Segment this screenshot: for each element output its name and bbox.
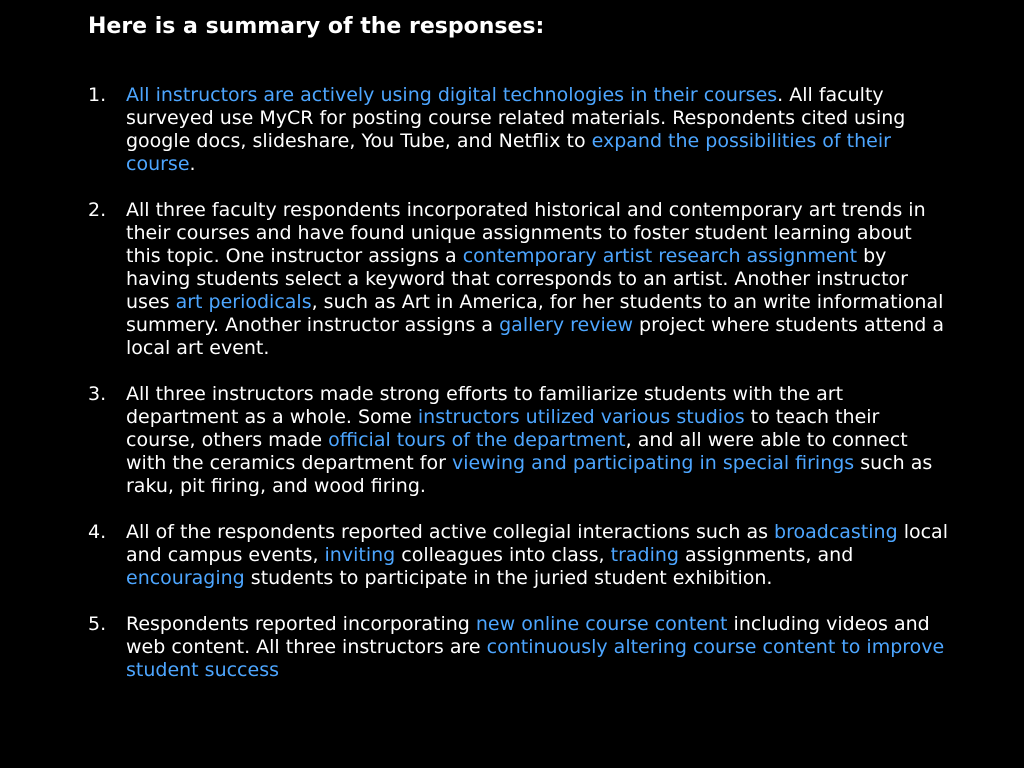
item-text: All three instructors made strong efforts to familiarize students with the art department as a whole. Some xyxy=(126,383,844,428)
item-text: including videos and web content. All three instructors are xyxy=(126,613,930,658)
item-text: All three faculty respondents incorporated historical and contemporary art trends in their courses and have found unique assignments to foster student learning about this topic. One instructor assigns a xyxy=(126,199,926,267)
response-item xyxy=(88,199,948,360)
highlighted-phrase: encouraging xyxy=(126,567,245,589)
item-number: 1. xyxy=(88,84,107,106)
highlighted-phrase: trading xyxy=(610,544,679,566)
highlighted-phrase: expand the possibilities of their course xyxy=(126,130,891,175)
response-item xyxy=(88,613,948,682)
item-text: . All faculty surveyed use MyCR for posting course related materials. Respondents cited using google docs, slideshare, You Tube, and Netflix to xyxy=(126,84,906,152)
item-number: 3. xyxy=(88,383,107,405)
response-item xyxy=(88,383,948,498)
item-number: 4. xyxy=(88,521,107,543)
item-text: , such as Art in America, for her students to an write informational summery. Another instructor assigns a xyxy=(126,291,944,336)
response-item xyxy=(88,521,948,590)
highlighted-phrase: inviting xyxy=(324,544,396,566)
highlighted-phrase: art periodicals xyxy=(175,291,312,313)
item-text: project where students attend a local art event. xyxy=(126,314,945,359)
item-text: , and all were able to connect with the ceramics department for xyxy=(126,429,908,474)
highlighted-phrase: new online course content xyxy=(475,613,728,635)
highlighted-phrase: contemporary artist research assignment xyxy=(462,245,858,267)
item-text: colleagues into class, xyxy=(395,544,611,566)
highlighted-phrase: continuously altering course content to improve student success xyxy=(126,636,945,681)
response-item xyxy=(88,84,948,176)
highlighted-phrase: official tours of the department xyxy=(328,429,626,451)
highlighted-phrase: All instructors are actively using digital technologies in their courses xyxy=(126,84,778,106)
highlighted-phrase: viewing and participating in special firings xyxy=(451,452,855,474)
item-text: Respondents reported incorporating xyxy=(126,613,476,635)
item-number: 2. xyxy=(88,199,107,221)
item-text: . xyxy=(189,153,196,175)
item-text: assignments, and xyxy=(679,544,854,566)
item-text: by having students select a keyword that corresponds to an artist. Another instructor uses xyxy=(126,245,908,313)
item-text: such as raku, pit firing, and wood firing. xyxy=(126,452,933,497)
item-text: students to participate in the juried student exhibition. xyxy=(244,567,773,589)
item-text: local and campus events, xyxy=(126,521,948,566)
item-number: 5. xyxy=(88,613,107,635)
slide-title: Here is a summary of the responses: xyxy=(88,14,545,39)
response-list xyxy=(88,84,948,705)
item-text: to teach their course, others made xyxy=(126,406,880,451)
highlighted-phrase: gallery review xyxy=(499,314,633,336)
highlighted-phrase: instructors utilized various studios xyxy=(417,406,745,428)
highlighted-phrase: broadcasting xyxy=(774,521,898,543)
item-text: All of the respondents reported active collegial interactions such as xyxy=(126,521,775,543)
